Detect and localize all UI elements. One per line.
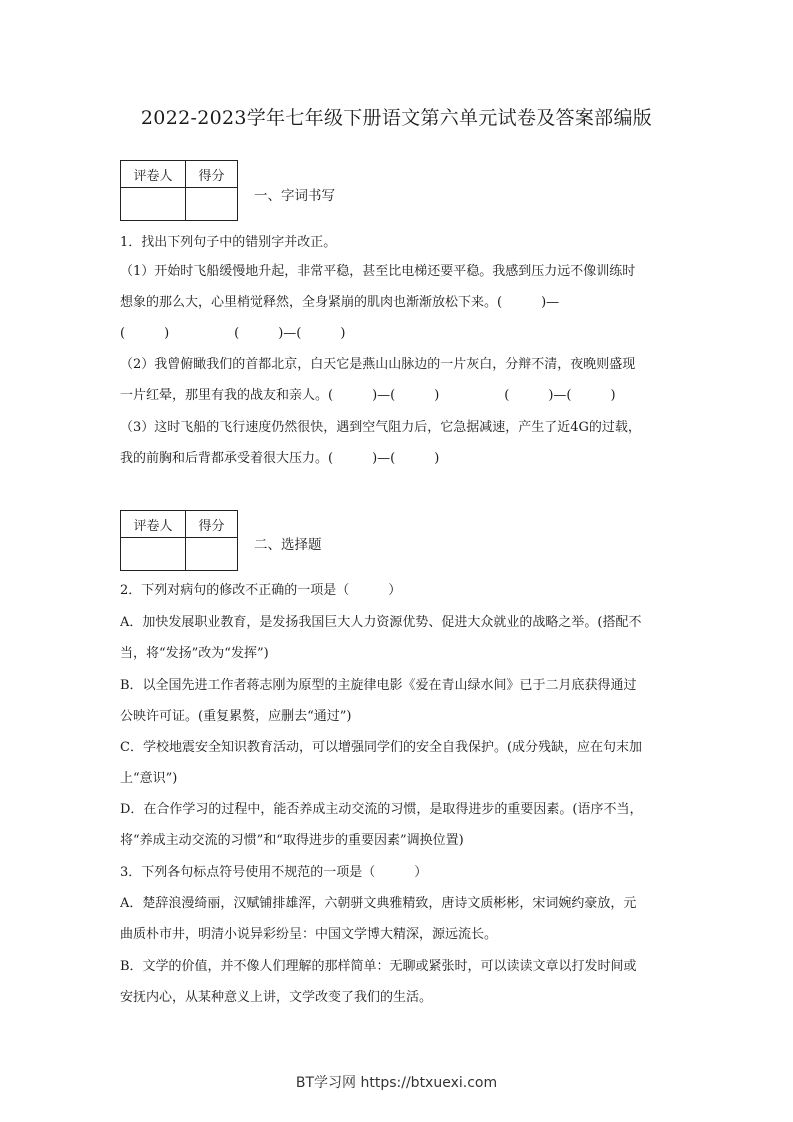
reviewer-cell [121,188,186,221]
question-3-stem: 3．下列各句标点符号使用不规范的一项是（ ） [120,865,428,880]
question-2-option-c-line-2: 上“意识”) [120,771,178,786]
section-heading-2: 二、选择题 [254,537,322,553]
question-2-option-c-line-1: C．学校地震安全知识教育活动，可以增强同学们的安全自我保护。(成分残缺，应在句末加 [120,740,643,755]
question-2-stem: 2．下列对病句的修改不正确的一项是（ ） [120,583,402,598]
question-1-part-2-line-1: （2）我曾俯瞰我们的首都北京，白天它是燕山山脉边的一片灰白，分辩不清，夜晚则盛现 [120,357,636,372]
score-cell [186,188,238,221]
section-heading-1: 一、字词书写 [254,188,335,204]
question-1-part-3-line-2: 我的前胸和后背都承受着很大压力。( )—( ) [120,451,440,466]
reviewer-label: 评卷人 [121,161,186,188]
score-label: 得分 [186,161,238,188]
question-2-option-d-line-2: 将“养成主动交流的习惯”和“取得进步的重要因素”调换位置) [120,833,464,848]
score-table-section-2 [120,510,238,571]
question-2-option-b-line-1: B．以全国先进工作者蒋志刚为原型的主旋律电影《爱在青山绿水间》已于二月底获得通过 [120,678,637,693]
question-3-option-b-line-2: 安抚内心，从某种意义上讲，文学改变了我们的生活。 [120,990,433,1005]
score-table-section-1 [120,160,238,221]
question-3-option-b-line-1: B．文学的价值，并不像人们理解的那样简单：无聊或紧张时，可以读读文章以打发时间或 [120,959,637,974]
question-2-option-b-line-2: 公映许可证。(重复累赘，应删去“通过”) [120,709,352,724]
score-label: 得分 [186,511,238,538]
score-cell [186,538,238,571]
page-title: 2022-2023学年七年级下册语文第六单元试卷及答案部编版 [140,107,653,129]
question-1-part-3-line-1: （3）这时飞船的飞行速度仍然很快，遇到空气阻力后，它急据减速，产生了近4G的过载， [120,420,641,435]
question-1-part-1-line-3: ( ) ( )—( ) [120,326,346,341]
question-2-option-a-line-2: 当，将“发扬”改为“发挥”) [120,646,269,661]
question-2-option-d-line-1: D．在合作学习的过程中，能否养成主动交流的习惯，是取得进步的重要因素。(语序不当， [120,802,643,817]
question-1-part-1-line-1: （1）开始时飞船缓慢地升起，非常平稳，甚至比电梯还要平稳。我感到压力远不像训练时 [120,264,636,279]
reviewer-cell [121,538,186,571]
question-2-option-a-line-1: A．加快发展职业教育，是发扬我国巨大人力资源优势、促进大众就业的战略之举。(搭配不 [120,615,642,630]
question-1-part-2-line-2: 一片红晕，那里有我的战友和亲人。( )—( ) ( )—( ) [120,388,616,403]
reviewer-label: 评卷人 [121,511,186,538]
question-1-part-1-line-2: 想象的那么大，心里梢觉释然，全身紧崩的肌肉也渐渐放松下来。( )— [120,295,560,310]
question-3-option-a-line-2: 曲质朴市井，明清小说异彩纷呈：中国文学博大精深，源远流长。 [120,927,498,942]
question-3-option-a-line-1: A．楚辞浪漫绮丽，汉赋铺排雄浑，六朝骈文典雅精致，唐诗文质彬彬，宋词婉约豪放，元 [120,896,637,911]
footer-watermark: BT学习网 https://btxuexi.com [295,1075,498,1091]
question-1-stem: 1．找出下列句子中的错别字并改正。 [120,235,337,250]
